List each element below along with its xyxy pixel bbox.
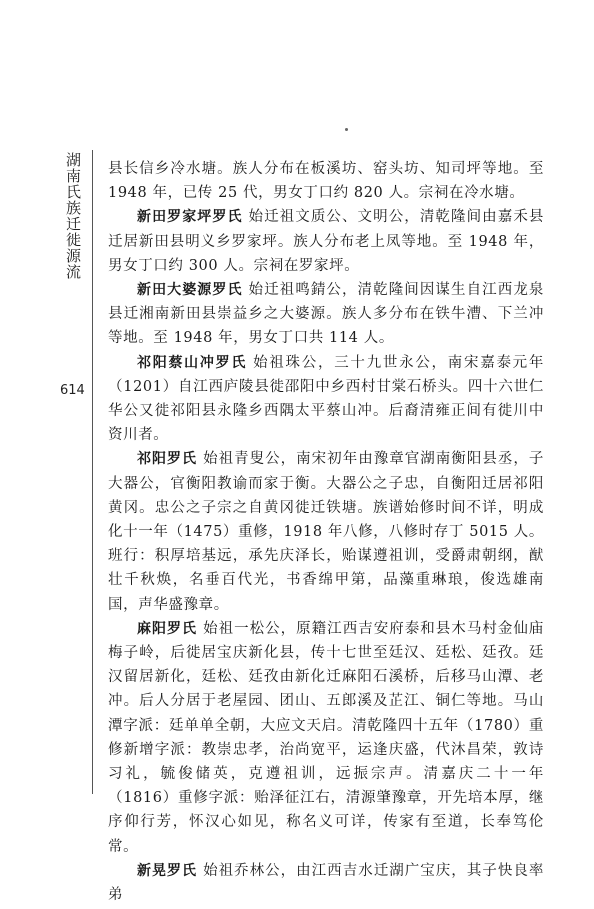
page-number: 614 [60, 383, 85, 398]
paragraph [108, 157, 544, 205]
section-heading: 祁阳蔡山冲罗氏 [137, 354, 248, 371]
section-heading: 麻阳罗氏 [137, 620, 198, 637]
section-heading: 新田大婆源罗氏 [137, 282, 243, 299]
section-heading: 新晃罗氏 [137, 862, 198, 879]
paragraph-text: 始迁祖文质公、文明公，清乾隆间由嘉禾县迁居新田县明义乡罗家坪。族人分布老上凤等地。至 1948 年，男女丁口约 300 人。宗祠在罗家坪。 [108, 209, 544, 274]
paragraph-text: 始祖乔林公，由江西吉水迁湖广宝庆，其子快良率弟 [108, 862, 544, 904]
paragraph-text: 始祖一松公，原籍江西吉安府泰和县木马村金仙庙梅子岭，后徙居宝庆新化县，传十七世至廷汉、廷松、廷孜。廷汉留居新化，廷松、廷孜由新化迁麻阳石溪桥，后移马山潭、老冲。后人分居于老屋园、团山、五郎溪及芷江、铜仁等地。马山潭字派：廷单单全朝，大应文天启。清乾隆四十五年（1780）重修新增字派：教崇忠孝，治尚宽平，运逢庆盛，代沐昌荣，敦诗习礼，毓俊储英，克遵祖训，远振宗声。清嘉庆二十一年（1816）重修字派：贻泽征江右，清源肇豫章，开先培本厚，继序仰行芳，怀汉心如见，称名义可详，传家有至道，长奉笃伦常。 [108, 620, 544, 855]
paragraph-text: 始迁祖鸣錆公，清乾隆间因谋生自江西龙泉县迁湘南新田县崇益乡之大婆源。族人多分布在铁牛漕、下兰冲等地。至 1948 年，男女丁口共 114 人。 [108, 282, 544, 347]
paragraph [108, 617, 544, 859]
paragraph [108, 859, 544, 907]
paragraph [108, 447, 544, 616]
margin-rule [92, 150, 93, 794]
section-heading: 祁阳罗氏 [137, 451, 198, 468]
paragraph-text: 县长信乡冷水塘。族人分布在板溪坊、窑头坊、知司坪等地。至 1948 年，已传 25 代，男女丁口约 820 人。宗祠在冷水塘。 [108, 161, 544, 202]
paragraph [108, 278, 544, 351]
paragraph-text: 始祖珠公，三十九世永公，南宋嘉泰元年（1201）自江西庐陵县徙邵阳中乡西村甘棠石桥头。四十六世仁华公又徙祁阳县永隆乡西隅太平蔡山冲。后裔清雍正间有徙川中资川者。 [108, 354, 544, 444]
paragraph [108, 205, 544, 278]
paragraph-text: 始祖青叟公，南宋初年由豫章官湖南衡阳县丞，子大器公，官衡阳教谕而家于衡。大器公之子忠，自衡阳迁居祁阳黄冈。忠公之子宗之自黄冈徙迁铁塘。族谱始修时间不详，明成化十一年（1475）重修，1918 年八修，八修时存丁 5015 人。班行：积厚培基远，承先庆泽长，贻谋遵祖训，受爵肃朝纲，猷壮千秋焕，名垂百代光，书香绵甲第，品藻重琳琅，俊选雄南国，声华盛豫章。 [108, 451, 544, 613]
scan-speck [345, 128, 348, 131]
section-heading: 新田罗家坪罗氏 [137, 209, 243, 226]
running-title: 湖南氏族迁徙源流 [64, 152, 82, 280]
paragraph [108, 351, 544, 448]
body-text [108, 157, 544, 907]
